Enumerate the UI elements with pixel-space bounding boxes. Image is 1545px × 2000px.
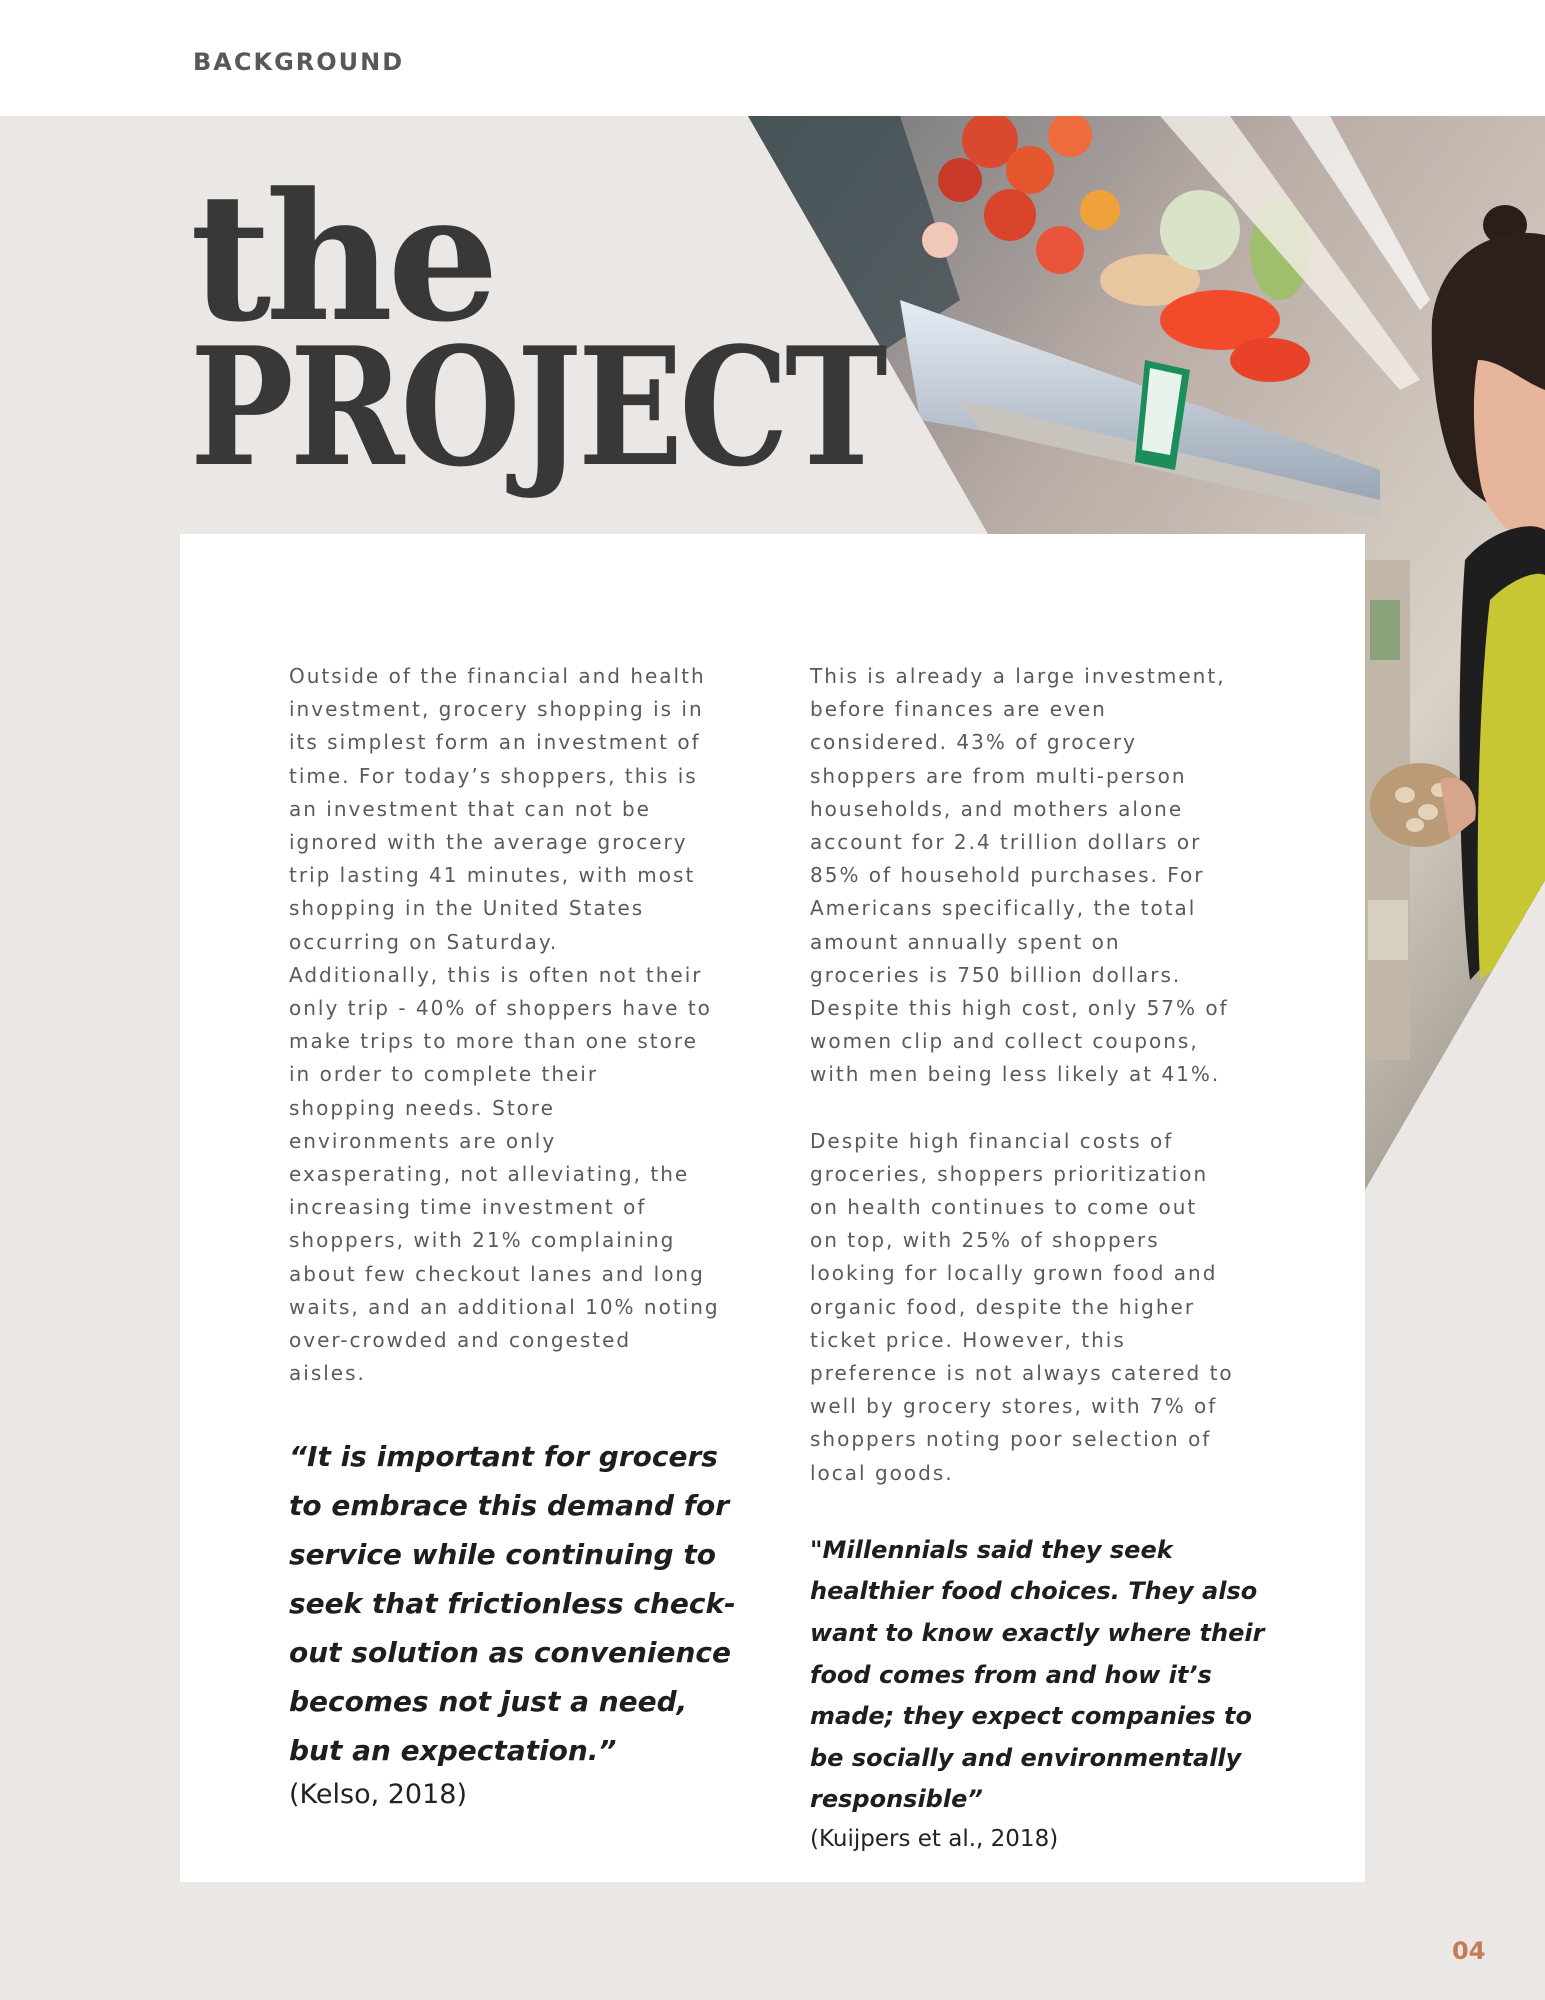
left-column: [289, 660, 739, 1815]
right-body-text-1: This is already a large investment, before finances are even considered. 43% of grocery shoppers are from multi-person households, and mothers alone account for 2.4 trillion dollars or 85% of household purchases. For Americans specifically, the total amount annually spent on groceries is 750 billion dollars. Despite this high cost, only 57% of women clip and collect coupons, with men being less likely at 41%.: [810, 664, 1229, 1087]
section-label: BACKGROUND: [193, 48, 405, 76]
right-body-text-2: Despite high financial costs of groceries, shoppers prioritization on health continues to come out on top, with 25% of shoppers looking for locally grown food and organic food, despite the higher ticket price. However, this preference is not always catered to well by grocery stores, with 7% of shoppers noting poor selection of local goods.: [810, 1128, 1234, 1485]
left-body-text: Outside of the financial and health investment, grocery shopping is in its simplest form an investment of time. For today’s shoppers, this is an investment that can not be ignored with the average grocery trip lasting 41 minutes, with most shopping in the United States occurring on Saturday. Additionally, this is often not their only trip - 40% of shoppers have to make trips to more than one store in order to complete their shopping needs. Store environments are only exasperating, not alleviating, the increasing time investment of shoppers, with 21% complaining about few checkout lanes and long waits, and an additional 10% noting over-crowded and congested aisles.: [289, 664, 720, 1386]
page-number: 04: [1452, 1937, 1486, 1965]
right-quote-citation: (Kuijpers et al., 2018): [810, 1826, 1059, 1853]
title-project: PROJECT: [190, 310, 884, 503]
right-column: [810, 660, 1270, 1857]
left-quote-citation: (Kelso, 2018): [289, 1779, 468, 1811]
right-pull-quote: "Millennials said they seek healthier food choices. They also want to know exactly where their food comes from and how it’s made; they expect companies to be socially and environmentally responsible”: [810, 1535, 1265, 1814]
title-the: the: [190, 154, 494, 361]
left-pull-quote: “It is important for grocers to embrace this demand for service while continuing to seek that frictionless check-out solution as convenience becomes not just a need, but an expectation.”: [289, 1440, 736, 1768]
